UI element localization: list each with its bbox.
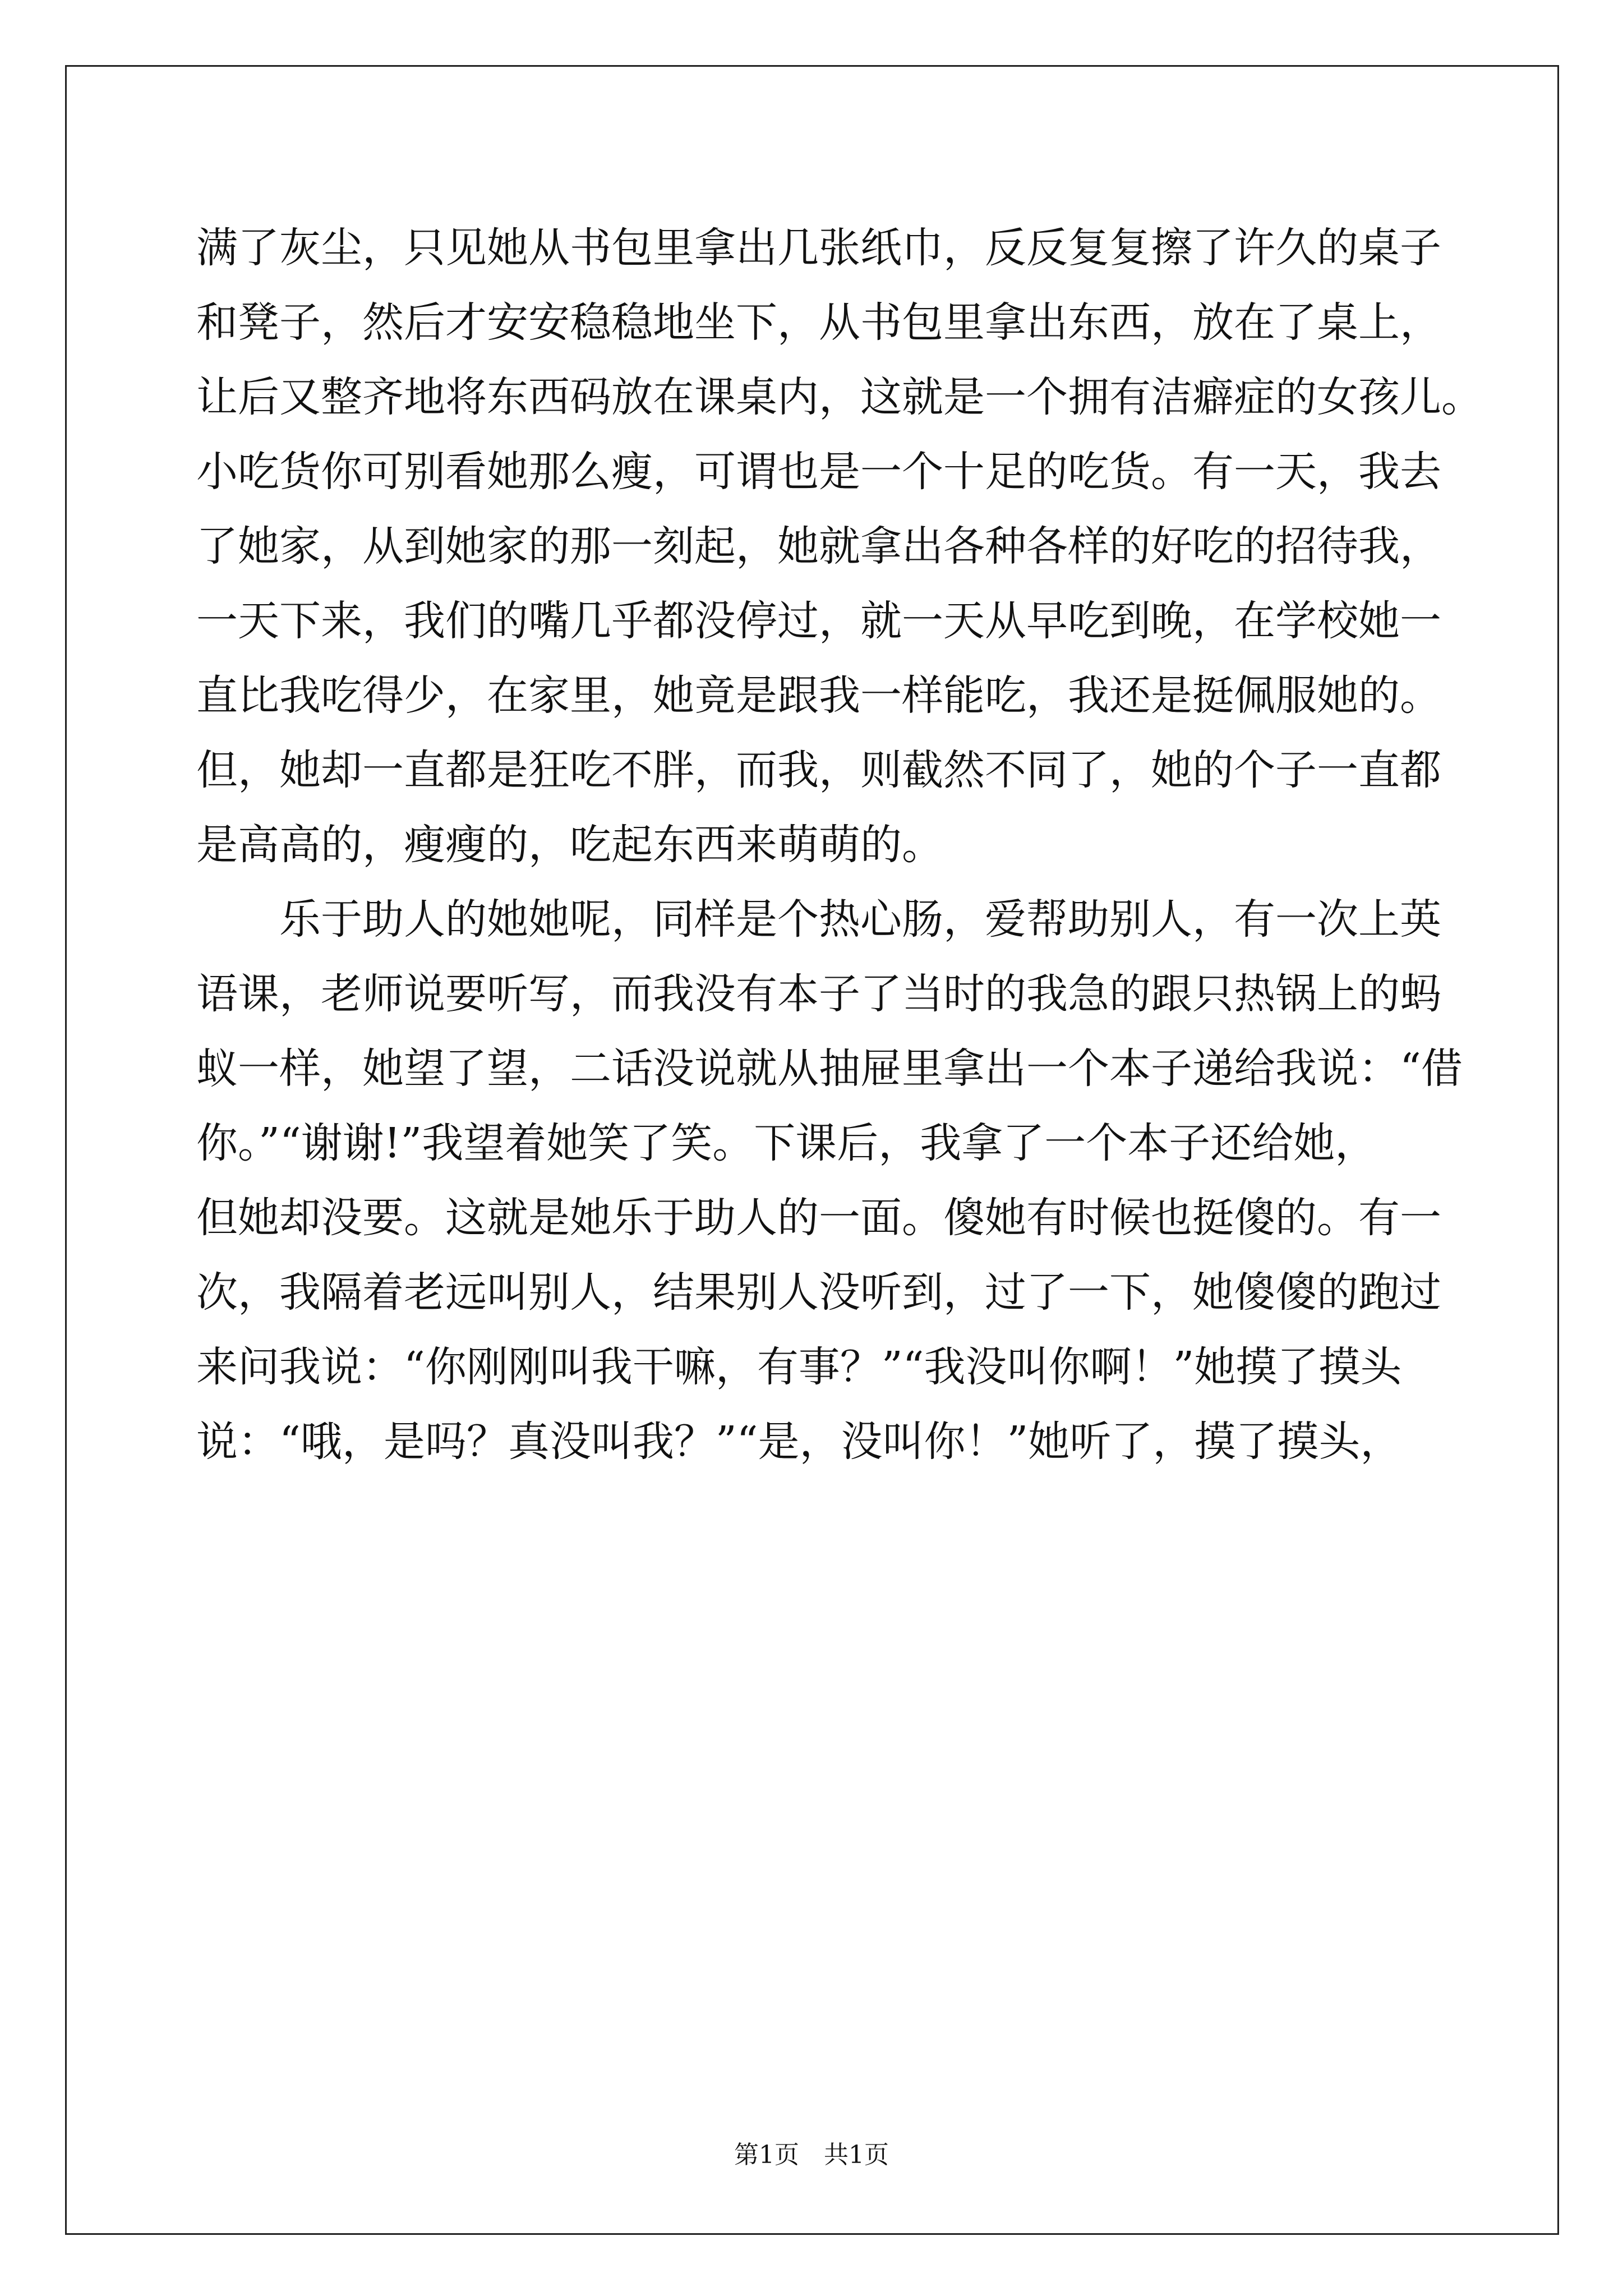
text-line: 了她家，从到她家的那一刻起，她就拿出各种各样的好吃的招待我， [196,522,1441,570]
text-line: 蚁一样，她望了望，二话没说就从抽屉里拿出一个本子递给我说：“借 [196,1045,1463,1093]
text-line: 和凳子，然后才安安稳稳地坐下，从书包里拿出东西，放在了桌上， [196,298,1441,347]
text-line: 来问我说：“你刚刚叫我干嘛，有事？”“我没叫你啊！”她摸了摸头 [196,1343,1402,1391]
text-line: 语课，老师说要听写，而我没有本子了当时的我急的跟只热锅上的蚂 [196,970,1441,1018]
text-line: 让后又整齐地将东西码放在课桌内，这就是一个拥有洁癖症的女孩儿。 [196,373,1483,421]
text-line: 一天下来，我们的嘴几乎都没停过，就一天从早吃到晚，在学校她一 [196,597,1441,645]
text-line: 满了灰尘，只见她从书包里拿出几张纸巾，反反复复擦了许久的桌子 [196,224,1441,272]
text-line: 是高高的，瘦瘦的，吃起东西来萌萌的。 [196,821,943,869]
text-line: 但，她却一直都是狂吃不胖，而我，则截然不同了，她的个子一直都 [196,746,1441,794]
text-line: 小吃货你可别看她那么瘦，可谓也是一个十足的吃货。有一天，我去 [196,448,1441,496]
text-line: 乐于助人的她她呢，同样是个热心肠，爱帮助别人，有一次上英 [279,895,1441,944]
text-line: 次，我隔着老远叫别人，结果别人没听到，过了一下，她傻傻的跑过 [196,1268,1441,1317]
page-footer: 第1页 共1页 [734,2141,889,2169]
text-line: 说：“哦，是吗？真没叫我？”“是，没叫你！”她听了，摸了摸头， [196,1418,1402,1466]
text-line: 但她却没要。这就是她乐于助人的一面。傻她有时候也挺傻的。有一 [196,1194,1441,1242]
text-line: 直比我吃得少，在家里，她竟是跟我一样能吃，我还是挺佩服她的。 [196,671,1441,720]
text-line: 你。”“谢谢!”我望着她笑了笑。下课后，我拿了一个本子还给她， [196,1119,1377,1167]
